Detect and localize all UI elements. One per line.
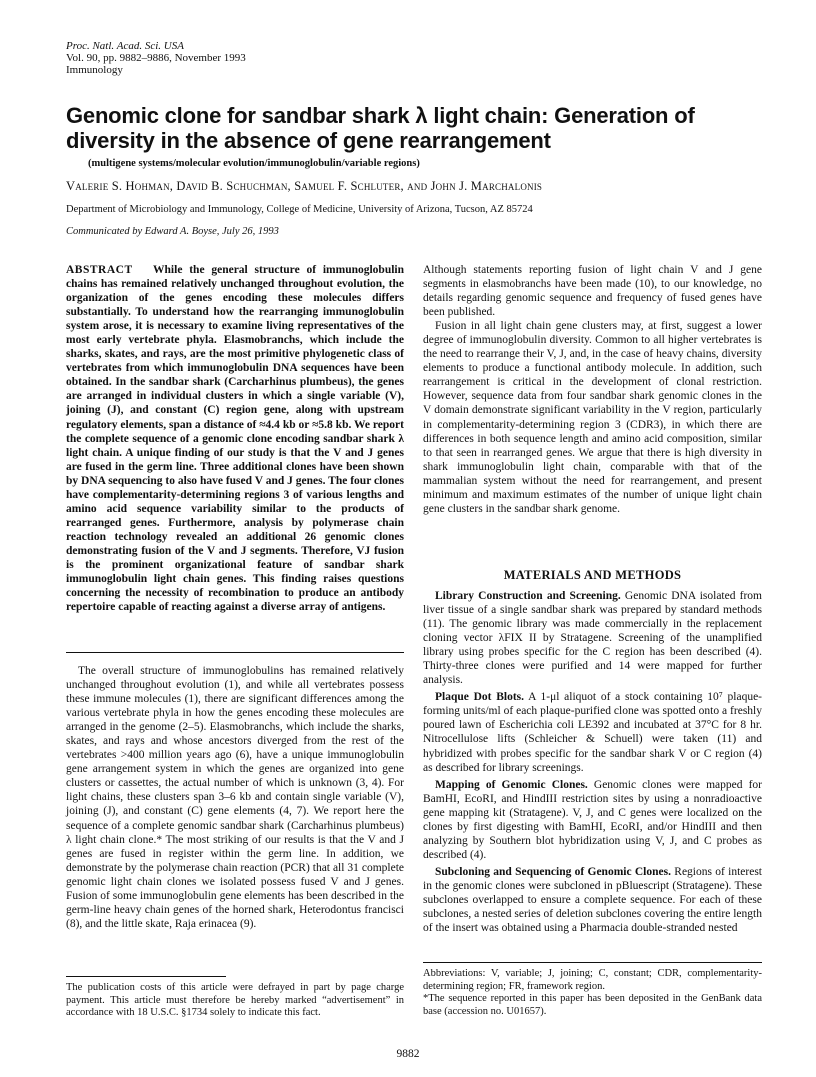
journal-header [66,40,246,76]
methods-paragraph: Mapping of Genomic Clones. Genomic clones were mapped for BamHI, EcoRI, and HindIII restriction sites by using a nonradioactive gene mapping kit (Stratagene). V, J, and C genes were localized on the clones by first digesting with BamHI, EcoRI, and/or HindIII and then analyzing by Southern blot hybridization using V, J, and C probes as described (4). [423,778,762,861]
right-paragraph-2: Fusion in all light chain gene clusters may, at first, suggest a lower degree of immunoglobulin diversity. Common to all higher vertebrates is the need to rearrange their V, J, and, in the case of heavy chains, diversity elements to produce a functional antibody molecule. In addition, such rearrangement is critical in the development of clonal restriction. However, sequence data from four sandbar shark genomic clones in the V domain demonstrate significant variability in the V region, particularly in complementarity-determining region 3 (CDR3), in which there are differences in both sequence length and amino acid composition, similar to that seen in rearranged genes. We argue that there is high diversity in shark immunoglobulin light chain, comparable with that of the mammalian system without the need for rearrangement, and present minimum and maximum estimates of the number of unique light chain gene clusters in the sandbar shark genome. [423,320,762,515]
right-paragraph-1: Although statements reporting fusion of light chain V and J gene segments in elasmobranchs have been made (10), to our knowledge, no details regarding genomic sequence and frequency of fused genes have been published. [423,264,762,319]
footnote-divider-left [66,976,226,977]
methods-paragraph: Plaque Dot Blots. A 1-μl aliquot of a stock containing 10⁷ plaque-forming units/ml of each plaque-purified clone was spotted onto a freshly poured lawn of Escherichia coli LE392 and incubated at 37°C for 8 hr. Nitrocellulose lifts (Schleicher & Schuell) were taken (11) and hybridized with probes specific for the sandbar shark V or C region (4) as described for library screenings. [423,691,762,774]
footnote-divider-right [423,962,762,963]
abstract-divider [66,652,404,653]
paper-title: Genomic clone for sandbar shark λ light chain: Generation of diversity in the absence of gene rearrangement [66,103,695,153]
journal-section: Immunology [66,64,123,76]
journal-volume: Vol. 90, pp. 9882–9886, November 1993 [66,52,246,64]
publication-cost-footnote: The publication costs of this article were defrayed in part by page charge payment. This article must therefore be hereby marked “advertisement” in accordance with 18 U.S.C. §1734 solely to indicate this fact. [66,982,404,1018]
introduction [66,664,404,931]
abbreviations-footnote: Abbreviations: V, variable; J, joining; C, constant; CDR, complementarity-determining region; FR, framework region. [423,968,762,992]
methods-subhead: Library Construction and Screening. [435,590,621,602]
communicated-by: Communicated by Edward A. Boyse, July 26, 1993 [66,226,279,237]
footnotes-right [423,968,762,1018]
methods-heading: MATERIALS AND METHODS [503,568,682,582]
right-column-intro [423,263,762,516]
page-number: 9882 [396,1048,420,1060]
methods-paragraph: Subcloning and Sequencing of Genomic Clones. Regions of interest in the genomic clones were subcloned in pBluescript (Stratagene). These subclones overlapped to ensure a complete sequence. For each of these subclones, a nested series of deletion subclones covering the entire length of the insert was obtained using a Pharmacia double-stranded nested [423,865,762,935]
sequence-footnote: *The sequence reported in this paper has been deposited in the GenBank data base (accession no. U01657). [423,993,762,1017]
methods-subhead: Plaque Dot Blots. [435,691,525,704]
methods-subhead: Mapping of Genomic Clones. [435,778,588,791]
abstract-label: ABSTRACT [66,264,133,276]
methods-section [423,589,762,938]
abstract [66,263,404,614]
authors: Valerie S. Hohman, David B. Schuchman, Samuel F. Schluter, and John J. Marchalonis [66,179,543,193]
keywords: (multigene systems/molecular evolution/immunoglobulin/variable regions) [88,158,420,169]
methods-paragraph: Library Construction and Screening. Genomic DNA isolated from liver tissue of a single sandbar shark was prepared by standard methods (11). The genomic library was made commercially in the replacement cloning vector λFIX II by Stratagene. Screening of the unamplified library using probes specific for the C region has been described (4). Thirty-three clones were purified and 14 were mapped for further analysis. [423,590,762,687]
journal-name: Proc. Natl. Acad. Sci. USA [66,40,184,52]
affiliation: Department of Microbiology and Immunology, College of Medicine, University of Arizona, Tucson, AZ 85724 [66,204,533,215]
methods-subhead: Subcloning and Sequencing of Genomic Clones. [435,865,671,878]
intro-paragraph: The overall structure of immunoglobulins has remained relatively unchanged throughout evolution (1), and while all vertebrates possess these immune molecules (1), there are significant differences among the various vertebrate phyla in how the genes encoding these molecules are arranged in the genome (2–5). Elasmobranchs, which include the sharks, skates, and rays and whose ancestors diverged from the rest of the vertebrates >400 million years ago (6), have a unique immunoglobulin gene arrangement system in which the genes are organized into gene clusters or cassettes, the actual number of which is unknown (3, 4). For light chains, these clusters span 3–6 kb and contain single variable (V), joining (J), and constant (C) gene elements (4, 7). We report here the sequence of a complete genomic sandbar shark (Carcharhinus plumbeus) λ light chain clone.* The most striking of our results is that the V and J genes are fused in register within the germ line. In addition, we demonstrate by the polymerase chain reaction (PCR) that all 31 complete genomic light chain clones we isolated possess fused V and J genes. Fusion of some immunoglobulin gene elements has been described in the germ-line heavy chain genes of the horned shark, Heterodontus francisci (8), and the little skate, Raja erinacea (9). [66,665,404,930]
abstract-text: While the general structure of immunoglobulin chains has remained relatively unchanged throughout evolution, the organization of the genes encoding these molecules differs substantially. To understand how the rearranging immunoglobulin system arose, it is necessary to examine living representatives of the most early vertebrate phyla. Elasmobranchs, which include the sharks, skates, and rays, are the most primitive phylogenetic class of vertebrates from which immunoglobulin DNA sequences have been obtained. In the sandbar shark (Carcharhinus plumbeus), the genes are arranged in individual clusters in which a single variable (V), joining (J), and constant (C) region gene, along with upstream regulatory elements, span a distance of ≈4.4 kb or ≈5.8 kb. We report the complete sequence of a genomic clone encoding sandbar shark λ light chain. A unique finding of our study is that the V and J genes are fused in the germ line. Three additional clones have been shown by DNA sequencing to also have fused V and J genes. The four clones have complementarity-determining regions 3 of various lengths and amino acid sequence variability similar to the products of rearranged genes. Furthermore, analysis by polymerase chain reaction technology revealed an additional 26 genomic clones demonstrating fusion of the V and J segments. Therefore, VJ fusion is the prominent organizational feature of sandbar shark immunoglobulin light chain genes. This finding raises questions concerning the necessity of recombination to produce an antibody repertoire capable of reacting against a diverse array of antigens. [66,264,405,614]
